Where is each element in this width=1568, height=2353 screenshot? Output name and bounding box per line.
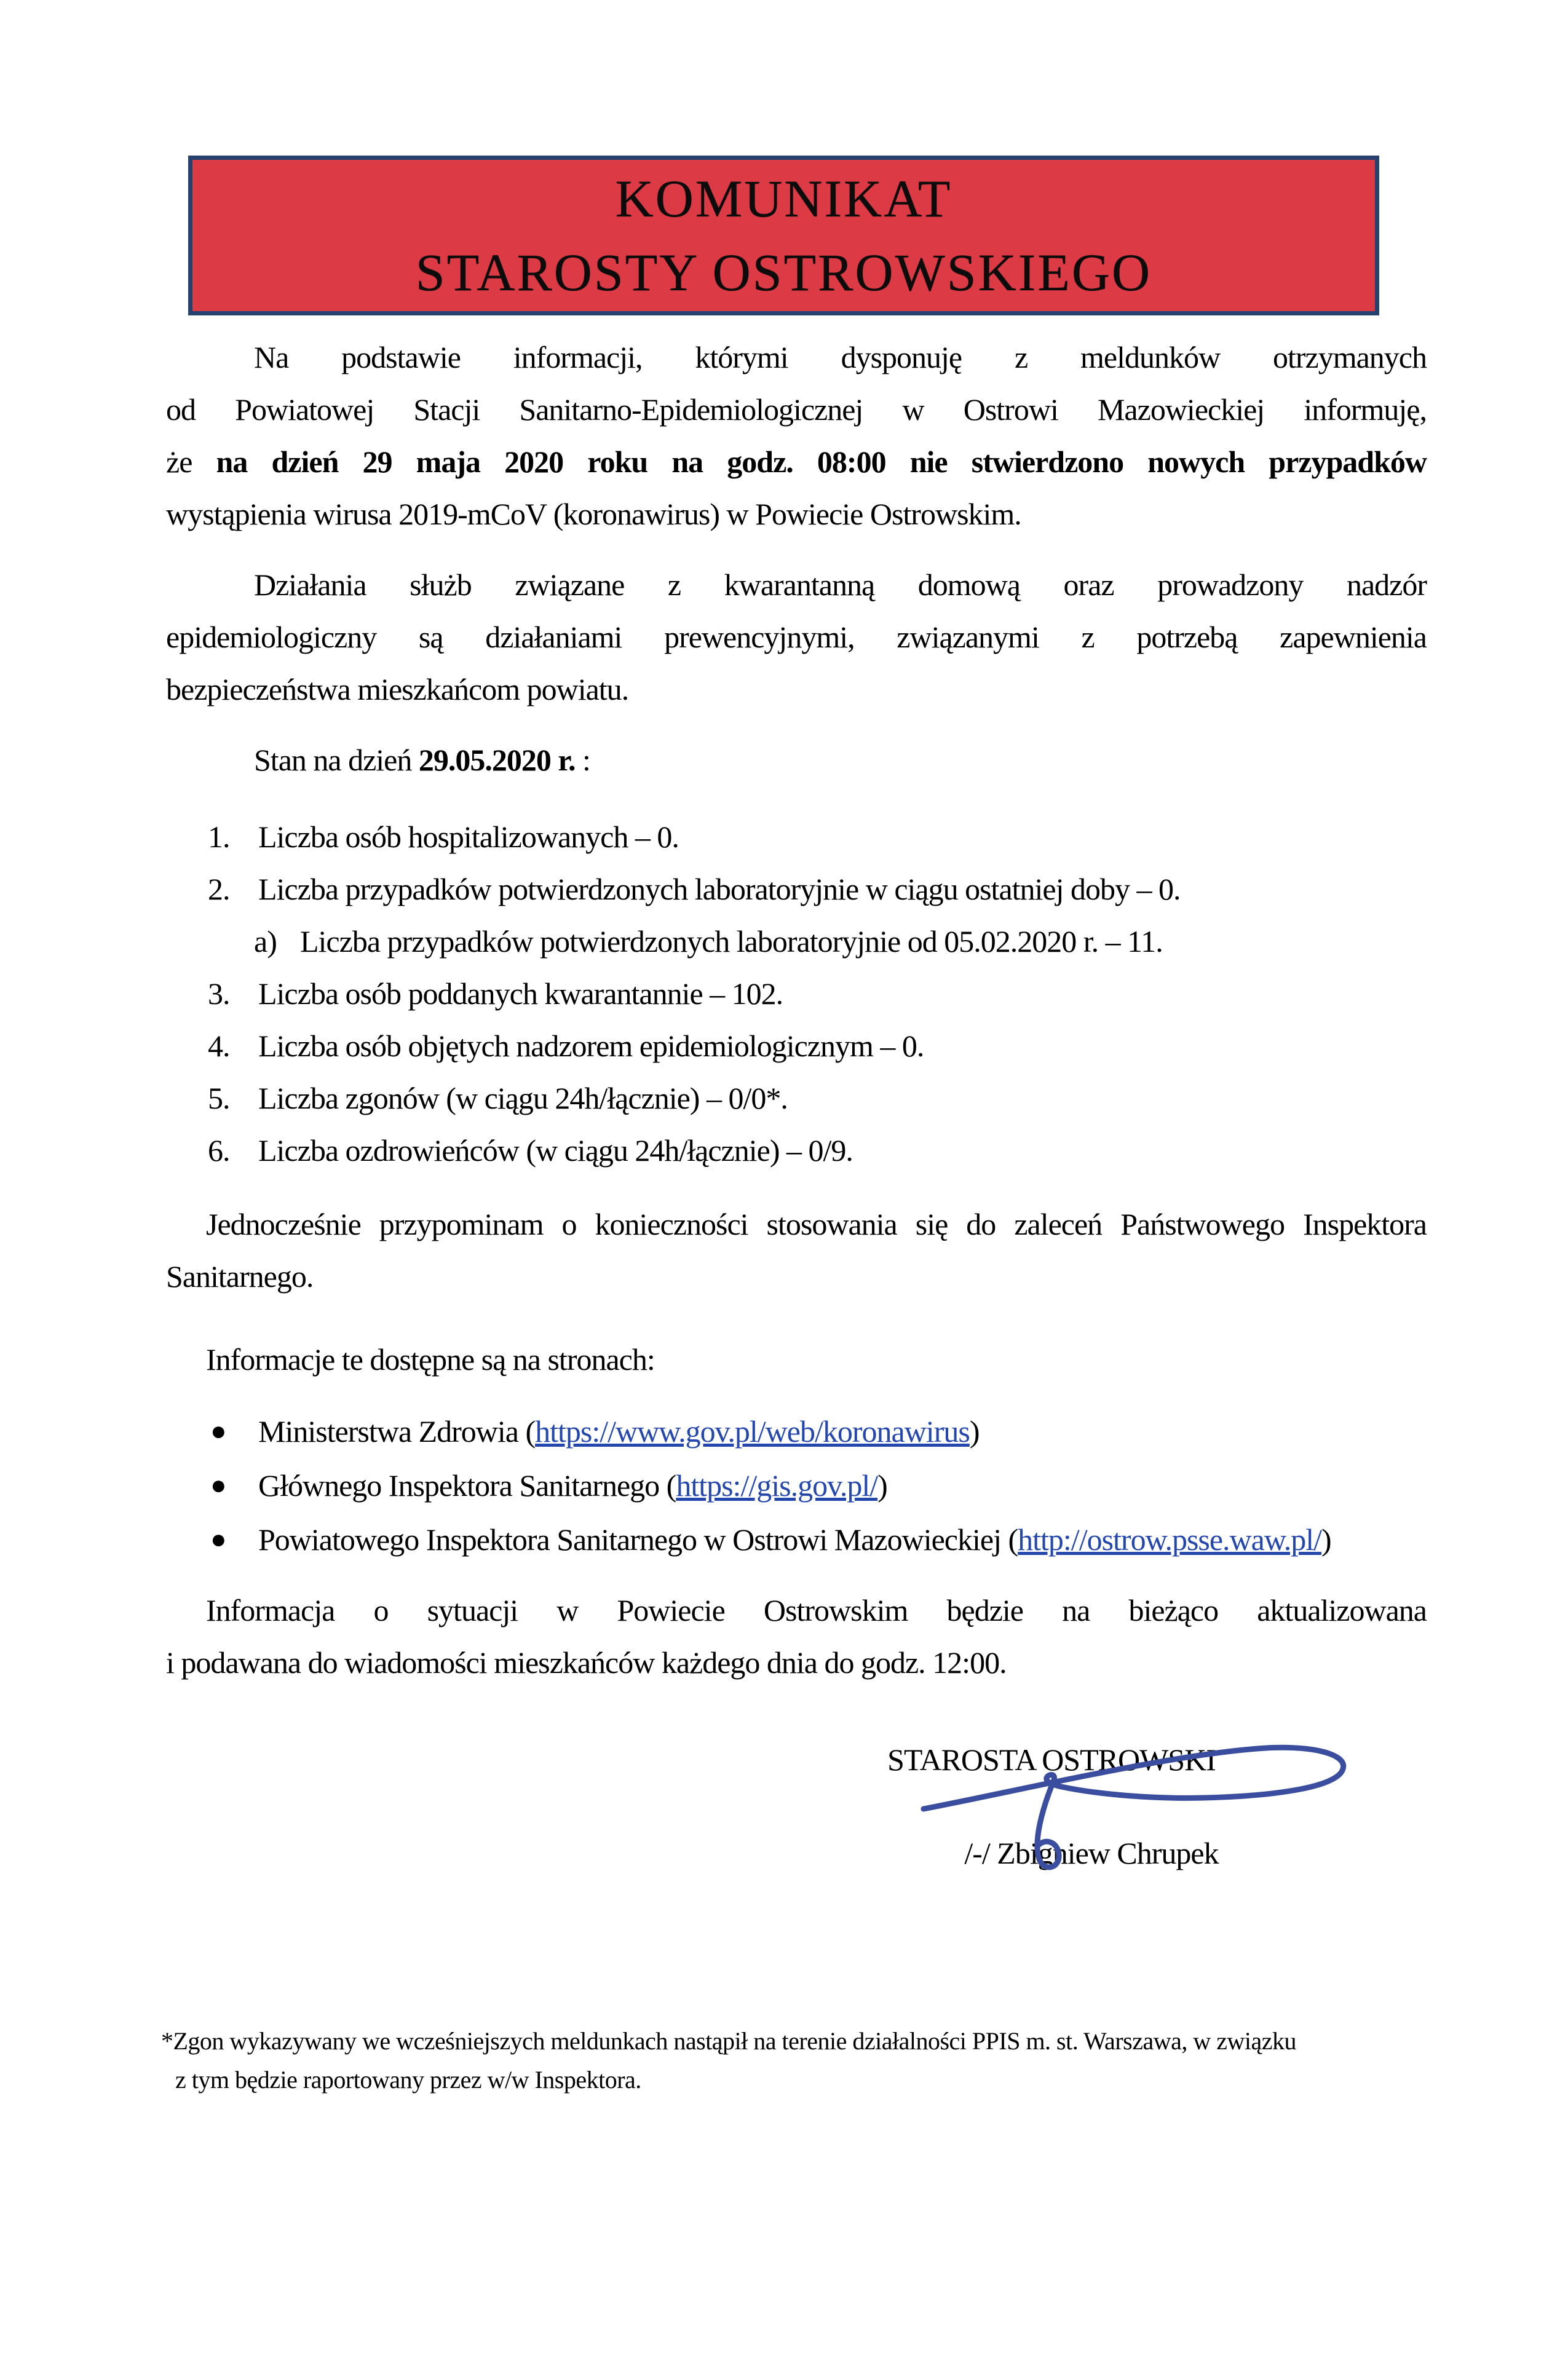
paragraph-reminder-line1: Jednocześnie przypominam o konieczności stosowania się do zaleceń Państwowego Inspektora [206, 1207, 1427, 1241]
list-item-text: Liczba przypadków potwierdzonych laboratoryjnie od 05.02.2020 r. – 11. [300, 924, 1163, 959]
bullet-icon: ● [210, 1416, 226, 1446]
status-date-line [166, 734, 1427, 786]
signature-block [855, 1741, 1297, 1872]
paragraph-reminder-line2: Sanitarnego. [166, 1259, 314, 1294]
sources-intro-line: Informacje te dostępne są na stronach: [206, 1342, 655, 1377]
paragraph-intro-line1: Na podstawie informacji, którymi dysponuję z meldunków otrzymanych [254, 340, 1427, 374]
communique-banner [188, 156, 1379, 315]
paragraph-intro-line4: wystąpienia wirusa 2019-mCoV (koronawirus) w Powiecie Ostrowskim. [166, 497, 1021, 531]
sources-list [166, 1404, 1427, 1567]
source-label: Powiatowego Inspektora Sanitarnego w Ostrowi Mazowieckiej ( [258, 1522, 1018, 1557]
signer-title: STAROSTA OSTROWSKI [887, 1742, 1216, 1777]
paragraph-updates [166, 1584, 1427, 1689]
list-item [166, 968, 1427, 1020]
source-label-suffix: ) [969, 1414, 980, 1449]
banner-title-line1: KOMUNIKAT [615, 169, 952, 228]
document-body [166, 331, 1427, 1689]
paragraph-actions-line3: bezpieczeństwa mieszkańcom powiatu. [166, 672, 629, 706]
list-item-marker: 3. [208, 976, 230, 1011]
source-item [166, 1458, 1427, 1513]
list-item-marker: a) [254, 924, 277, 959]
paragraph-intro-line2: od Powiatowej Stacji Sanitarno-Epidemiologicznej w Ostrowi Mazowieckiej informuję, [166, 392, 1427, 427]
bullet-icon: ● [210, 1470, 226, 1500]
list-item [166, 863, 1427, 915]
list-item-text: Liczba przypadków potwierdzonych laboratoryjnie w ciągu ostatniej doby – 0. [258, 872, 1181, 906]
bullet-icon: ● [210, 1524, 226, 1554]
list-item-text: Liczba osób poddanych kwarantannie – 102. [258, 976, 783, 1011]
list-item-text: Liczba osób objętych nadzorem epidemiologicznym – 0. [258, 1029, 924, 1063]
footnote [161, 2022, 1568, 2099]
paragraph-intro-line3 [166, 436, 1427, 488]
list-item [166, 811, 1427, 863]
link-gov-koronawirus[interactable]: https://www.gov.pl/web/koronawirus [535, 1414, 970, 1449]
list-item-marker: 4. [208, 1029, 230, 1063]
signer-name: /-/ Zbigniew Chrupek [964, 1836, 1219, 1870]
footnote-line1: *Zgon wykazywany we wcześniejszych meldunkach nastąpił na terenie działalności PPIS m. st. Warszawa, w związku [161, 2027, 1296, 2055]
scanned-document-page [0, 156, 1568, 2353]
list-item-marker: 6. [208, 1133, 230, 1168]
link-gis[interactable]: https://gis.gov.pl/ [676, 1468, 878, 1503]
list-subitem [166, 915, 1427, 968]
banner-title-line2: STAROSTY OSTROWSKIEGO [415, 243, 1152, 302]
source-label-suffix: ) [1321, 1522, 1331, 1557]
list-item-marker: 1. [208, 820, 230, 854]
source-item [166, 1513, 1427, 1567]
source-label-suffix: ) [877, 1468, 887, 1503]
paragraph-actions [166, 559, 1427, 716]
list-item-marker: 2. [208, 872, 230, 906]
paragraph-intro-line3-regular: że [166, 445, 216, 479]
list-item [166, 1072, 1427, 1125]
link-psse-ostrow[interactable]: http://ostrow.psse.waw.pl/ [1018, 1522, 1321, 1557]
statistics-list [166, 811, 1427, 1177]
list-item [166, 1125, 1427, 1177]
source-item [166, 1404, 1427, 1458]
footnote-line2: z tym będzie raportowany przez w/w Inspektora. [175, 2066, 641, 2094]
list-item-text: Liczba zgonów (w ciągu 24h/łącznie) – 0/0*. [258, 1081, 788, 1115]
list-item-text: Liczba ozdrowieńców (w ciągu 24h/łącznie) – 0/9. [258, 1133, 853, 1168]
paragraph-intro-line3-bold: na dzień 29 maja 2020 roku na godz. 08:00 nie stwierdzono nowych przypadków [216, 445, 1427, 479]
source-item-text [258, 1513, 1331, 1567]
paragraph-updates-line2: i podawana do wiadomości mieszkańców każdego dnia do godz. 12:00. [166, 1645, 1007, 1680]
source-label: Głównego Inspektora Sanitarnego ( [258, 1468, 676, 1503]
source-item-text [258, 1404, 979, 1458]
paragraph-actions-line2: epidemiologiczny są działaniami prewencyjnymi, związanymi z potrzebą zapewnienia [166, 620, 1427, 654]
paragraph-actions-line1: Działania służb związane z kwarantanną domową oraz prowadzony nadzór [254, 567, 1427, 602]
list-item [166, 1020, 1427, 1072]
list-item-marker: 5. [208, 1081, 230, 1115]
list-item-text: Liczba osób hospitalizowanych – 0. [258, 820, 679, 854]
paragraph-updates-line1: Informacja o sytuacji w Powiecie Ostrowskim będzie na bieżąco aktualizowana [206, 1593, 1427, 1627]
source-item-text [258, 1458, 887, 1513]
status-date-suffix: : [575, 743, 590, 777]
paragraph-reminder [166, 1198, 1427, 1303]
source-label: Ministerstwa Zdrowia ( [258, 1414, 536, 1449]
status-date-value: 29.05.2020 r. [418, 743, 576, 777]
status-date-prefix: Stan na dzień [254, 743, 419, 777]
paragraph-intro [166, 331, 1427, 540]
